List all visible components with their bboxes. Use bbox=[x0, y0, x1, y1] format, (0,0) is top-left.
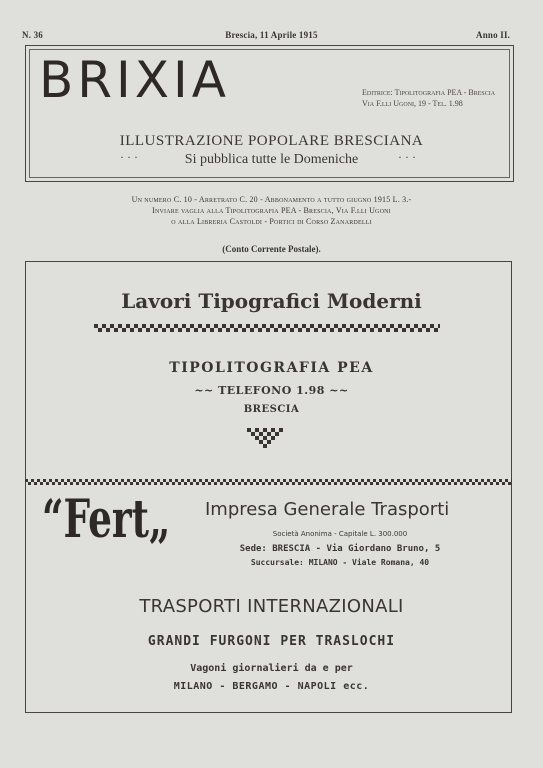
masthead-weekly: Si pubblica tutte le Domeniche bbox=[184, 152, 359, 167]
fert-international: TRASPORTI INTERNAZIONALI bbox=[139, 596, 404, 617]
postal-account: (Conto Corrente Postale). bbox=[222, 244, 321, 254]
pea-company: TIPOLITOGRAFIA PEA bbox=[169, 360, 374, 376]
ad-divider bbox=[25, 479, 512, 487]
publisher-line2: Via F.lli Ugoni, 19 - Tel. 1.98 bbox=[362, 99, 463, 108]
masthead-title: BRIXIA bbox=[39, 51, 230, 109]
pea-city: BRESCIA bbox=[243, 404, 300, 415]
issue-number: N. 36 bbox=[22, 30, 43, 40]
dots-right: ··· bbox=[398, 150, 419, 164]
fert-cities: MILANO - BERGAMO - NAPOLI ecc. bbox=[173, 681, 370, 692]
fert-daily: Vagoni giornalieri da e per bbox=[190, 663, 353, 674]
publisher-line1: Editrice: Tipolitografia PEA - Brescia bbox=[362, 88, 496, 97]
pea-ad-title: Lavori Tipografici Moderni bbox=[121, 289, 422, 313]
issue-year: Anno II. bbox=[476, 30, 511, 40]
subscription-line2: Inviare vaglia alla Tipolitografia PEA - Brescia, Via F.lli Ugoni bbox=[152, 206, 391, 215]
fert-branch: Succursale: MILANO - Viale Romana, 40 bbox=[250, 558, 430, 567]
publisher-info bbox=[362, 87, 495, 109]
dots-left: ··· bbox=[120, 150, 141, 164]
fert-seat: Sede: BRESCIA - Via Giordano Bruno, 5 bbox=[239, 544, 441, 554]
pea-phone: ~~ TELEFONO 1.98 ~~ bbox=[194, 384, 349, 397]
fert-vans: GRANDI FURGONI PER TRASLOCHI bbox=[147, 634, 396, 649]
subscription-line3: o alla Libreria Castoldi - Portici di Corso Zanardelli bbox=[171, 217, 372, 226]
masthead-subtitle: ILLUSTRAZIONE POPOLARE BRESCIANA bbox=[119, 133, 424, 149]
checker-border bbox=[94, 324, 440, 336]
subscription-line1: Un numero C. 10 - Arretrato C. 20 - Abbonamento a tutto giugno 1915 L. 3.- bbox=[131, 195, 412, 204]
fert-logo: “Fert„ bbox=[42, 489, 171, 550]
fert-company: Impresa Generale Trasporti bbox=[205, 499, 450, 520]
checker-ornament bbox=[247, 428, 283, 448]
fert-society: Società Anonima - Capitale L. 300.000 bbox=[272, 530, 408, 538]
issue-date: Brescia, 11 Aprile 1915 bbox=[225, 30, 318, 40]
